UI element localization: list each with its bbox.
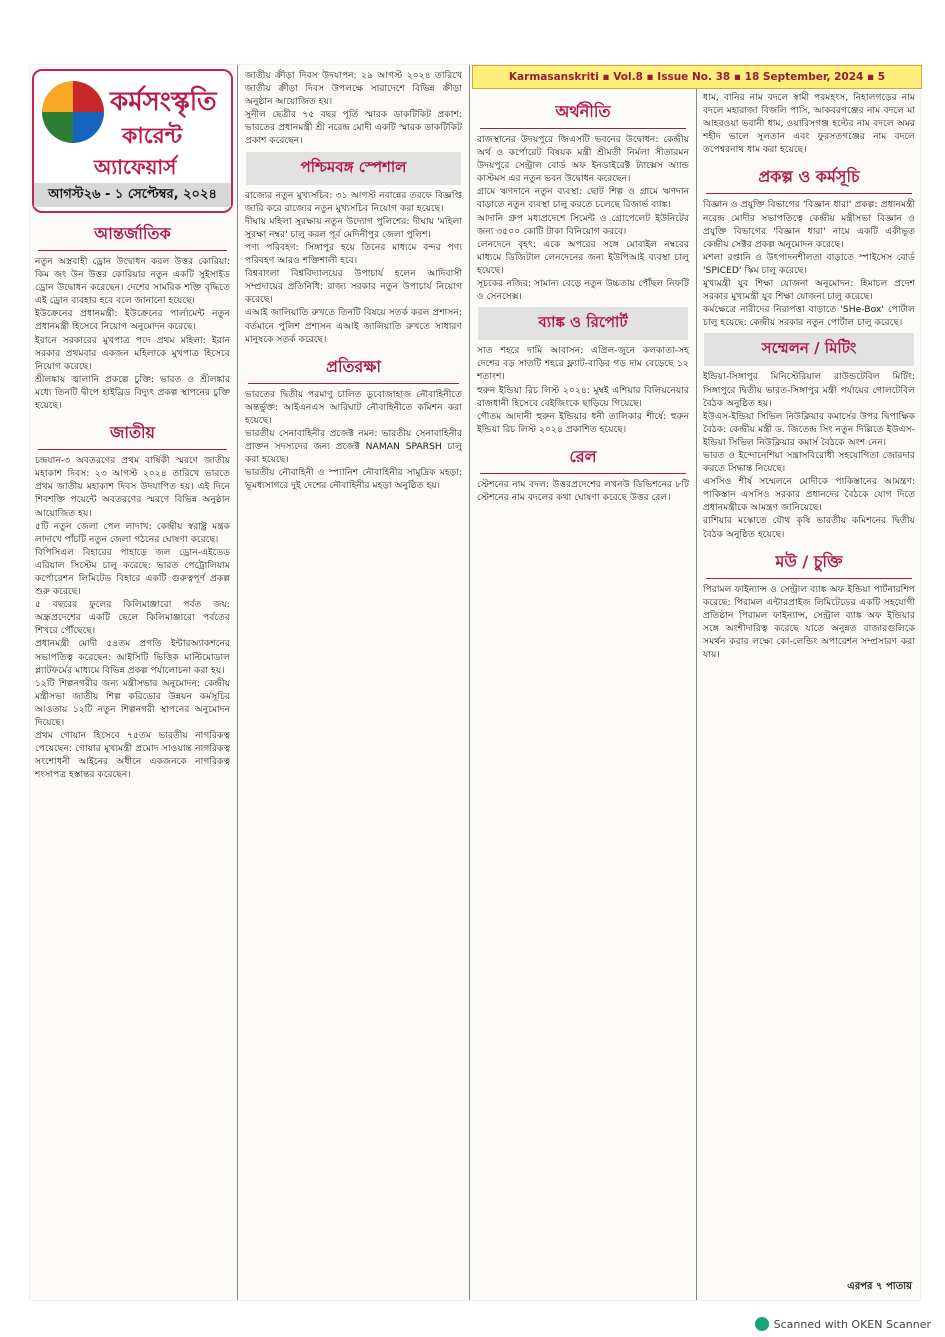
scanner-watermark [755, 1317, 931, 1331]
article: ৫টি নতুন জেলা পেল লাদাখ: কেন্দ্রীয় স্বরাষ্ট্র মন্ত্রক লাদাখে পাঁচটি নতুন জেলা গঠনের ঘোষণা করেছে। [35, 520, 230, 545]
column-divider [469, 65, 470, 1300]
section-mou: মউ / চুক্তি [706, 545, 912, 579]
article: বিপিসিএল বিহারের পাহাড়ে জল ড্রোন-এইডেড এরিয়াল সিস্টেম চালু করেছে: ভারত পেট্রোলিয়াম কর্পোরেশন লিমিটেড বিহারে একটি গুরুত্বপূর্ণ প্রকল্প শুরু করেছে। [35, 546, 230, 598]
masthead [32, 69, 233, 213]
article: পণ্য পরিবহণ: সিঙ্গাপুর হয়ে তিনের মাধ্যমে বন্দর পণ্য পরিবহণ আরও শক্তিশালী হবে। [245, 241, 462, 267]
article: প্রধানমন্ত্রী মোদী ৫৪তম প্রগতি ইন্টারঅ্যাকশনের সভাপতিত্ব করেছেন: আইসিটি ভিত্তিক মাল্টিমোডাল প্ল্যাটফর্মের মাধ্যমে বিভিন্ন প্রকল্প পর্যালোচনা করা হয়। [35, 638, 230, 676]
article: হুরুন ইন্ডিয়া রিচ লিস্ট ২০২৪: মুম্বই এশিয়ার বিলিয়নেয়ার রাজধানী হিসেবে বেইজিংকে ছাড়িয়ে গিয়েছে। [477, 384, 689, 409]
scanner-logo-icon [755, 1317, 769, 1331]
article: ইউক্রেনের প্রধানমন্ত্রী: ইউক্রেনের পার্লামেন্ট নতুন প্রধানমন্ত্রী হিসেবে নিয়োগ অনুমোদন করেছে। [35, 308, 230, 333]
article: এসসিও শীর্ষ সম্মেলনে মোদীকে পাকিস্তানের আমন্ত্রণ: পাকিস্তান এসসিও সরকার প্রধানদের বৈঠকে যোগ দিতে প্রধানমন্ত্রীকে আমন্ত্রণ জানিয়েছে। [703, 476, 915, 514]
masthead-title-1: কর্মসংস্কৃতি [110, 87, 217, 117]
article: প্রথম গোয়ান হিসেবে ৭৫তম ভারতীয় নাগরিকত্ব পেয়েছেন: গোয়ার মুখ্যমন্ত্রী প্রমোদ সাওয়ান্ত নাগরিকত্ব সংশোধনী আইনের অধীনে একজনকে নাগরিকত্ব শংসাপত্র হস্তান্তর করেছেন। [35, 730, 230, 781]
article: স্টেশনের নাম বদল: উত্তরপ্রদেশের লখনউ ডিভিশনের ৮টি স্টেশনের নাম বদলের কথা ঘোষণা করেছে উত্তর রেল। [477, 478, 689, 503]
article: ইউএস-ইন্ডিয়া সিভিল নিউক্লিয়ার কমার্সের উপর দ্বিপাক্ষিক বৈঠক: কেন্দ্রীয় মন্ত্রী ড. জিতেন্দ্র সিং নতুন দিল্লিতে ইউএস-ইন্ডিয়া সিভিল নিউক্লিয়ার কমার্স বৈঠকে অংশ নেন। [703, 410, 915, 448]
article: বিজ্ঞান ও প্রযুক্তি বিভাগের 'বিজ্ঞান ধারা' প্রকল্প: প্রধানমন্ত্রী নরেন্দ্র মোদীর সভাপতিত্বে কেন্দ্রীয় মন্ত্রীসভা বিজ্ঞান ও প্রযুক্তি বিভাগের 'বিজ্ঞান ধারা' নামে একটি একীভূত কেন্দ্রীয় সেক্টর প্রকল্প অনুমোদন করেছে। [703, 199, 915, 250]
article: ১২টি শিল্পনগরীর জন্য মন্ত্রীসভার অনুমোদন: কেন্দ্রীয় মন্ত্রীসভা জাতীয় শিল্প করিডোর উন্নয়ন কর্মসূচির আওতায় ১২টি নতুন শিল্পনগরী স্থাপনের অনুমোদন দিয়েছে। [35, 677, 230, 728]
column-divider [696, 65, 697, 1300]
article: কর্মক্ষেত্রে নারীদের নিরাপত্তা বাড়াতে 'SHe-Box' পোর্টাল চালু হয়েছে: কেন্দ্রীয় সরকার নতুন পোর্টাল চালু করেছে। [703, 304, 915, 329]
article: রাশিয়ার মস্কোতে যৌথ কৃষি ভারতীয় কমিশনের দ্বিতীয় বৈঠক অনুষ্ঠিত হয়েছে। [703, 515, 915, 540]
article: ইরানে সরকারের মুখপাত্র পদে প্রথম মহিলা: ইরান সরকার প্রথমবার একজন মহিলাকে মুখপাত্র হিসেবে নিয়োগ করেছে। [35, 334, 230, 372]
masthead-title-2: কারেন্ট [122, 123, 183, 149]
article: ইন্ডিয়া-সিঙ্গাপুর মিনিস্টেরিয়াল রাউন্ডটেবিল মিটিং: সিঙ্গাপুরে দ্বিতীয় ভারত-সিঙ্গাপুর মন্ত্রী পর্যায়ের গোলটেবিল বৈঠক অনুষ্ঠিত হয়। [703, 371, 915, 409]
section-rail: রেল [480, 440, 686, 474]
article: পিরামল ফাইন্যান্স ও সেন্ট্রাল ব্যাঙ্ক অফ ইন্ডিয়া পার্টনারশিপ করেছে: পিরামল এন্টারপ্রাইজ লিমিটেডের একটি সহযোগী প্রতিষ্ঠান পিরামল ফাইন্যান্স, সেন্ট্রাল ব্যাঙ্ক অফ ইন্ডিয়ার সঙ্গে অংশীদারিত্ব করেছে যাতে অনুন্নত বাজারগুলিকে সমর্থন করার লক্ষ্যে কো-লেন্ডিং অপারেশন সম্প্রসারণ করা যায়। [703, 583, 915, 661]
column-4 [698, 65, 920, 1300]
section-economy: অর্থনীতি [480, 95, 686, 129]
column-1 [30, 65, 235, 1300]
article: ভারতের দ্বিতীয় পরমাণু চালিত ডুবোজাহাজ নৌবাহিনীতে অন্তর্ভুক্ত: আইএনএস আরিঘাট নৌবাহিনীতে কমিশন করা হয়েছে। [245, 388, 462, 426]
column-divider [237, 65, 238, 1300]
article: ধাম, বানির নাম বদলে স্বামী পরমহংস, নিহালগড়ের নাম বদলে মহারাজা বিজলি পাসি, আকবরগঞ্জের নাম বদলে মা আহরওয়া ভবানী ধাম, ওয়ারিসগঞ্জ হল্টের নাম বদলে অমর শহীদ ভালে সুলতান এবং ফুরসতগঞ্জের নাম বদলে তপেশ্বরনাথ ধাম করা হয়েছে। [703, 92, 915, 156]
date-range: আগস্ট২৬ - ১ সেপ্টেম্বর, ২০২৪ [34, 183, 231, 207]
article: আদানি গ্রুপ মধ্যপ্রদেশে সিমেন্ট ও গ্রোপেলেট ইউনিটের জন্য ৩৫০০ কোটি টাকা বিনিয়োগ করবে। [477, 212, 689, 237]
continued-note: এরপর ৭ পাতায় [847, 1281, 912, 1292]
article: রাজ্যের নতুন মুখ্যসচিব: ৩১ আগস্ট নবান্নের তরফে বিজ্ঞপ্তি জারি করে রাজ্যের নতুন মুখ্যসচিব নিয়োগ করা হয়েছে। [245, 189, 462, 214]
article: এআই জালিয়াতি রুখতে তিনটি বিষয়ে সতর্ক করল প্রশাসন: বর্তমানে পুলিশ প্রশাসন এআই জালিয়াতি রুখতে সাধারণ মানুষকে সতর্ক করেছে। [245, 307, 462, 345]
article: সূচকের নজির: সামান্য বেড়ে নতুন উচ্চতায় পৌঁছল নিফটি ও সেনসেক্স। [477, 278, 689, 303]
column-3 [472, 65, 694, 1300]
article: সুনীল ছেত্রীর ৭৫ বছর পূর্তি স্মারক ডাকটিকিট প্রকাশ: ভারতের প্রধানমন্ত্রী শ্রী নরেন্দ্র মোদী একটি স্মারক ডাকটিকিট প্রকাশ করেছেন। [245, 109, 462, 147]
article: ভারতীয় নৌবাহিনী ও স্প্যানিশ নৌবাহিনীর সামুদ্রিক মহড়া: ভূমধ্যসাগরে দুই দেশের নৌবাহিনীর মহড়া অনুষ্ঠিত হয়। [245, 467, 462, 492]
article: চন্দ্রযান-৩ অবতরণের প্রথম বার্ষিকী স্মরণে জাতীয় মহাকাশ দিবস: ২৩ আগস্ট ২০২৪ তারিখে ভারতে প্রথম জাতীয় মহাকাশ দিবস উদযাপিত হয়। এই দিনে শিবশক্তি পয়েন্টে অবতরণের স্মরণে বিভিন্ন অনুষ্ঠান আয়োজিত হয়। [35, 455, 230, 519]
article: নতুন অস্ত্রবাহী ড্রোন উদ্বোধন করল উত্তর কোরিয়া: কিম জং উন উত্তর কোরিয়ার নতুন একটি সুইসাইড ড্রোন উদ্বোধন করেছেন। দেশের সামরিক শক্তি বৃদ্ধিতে এই ড্রোন ব্যবহার হবে বলে জানানো হয়েছে। [35, 256, 230, 307]
article: বিশ্ববাংলা বিশ্ববিদ্যালয়ের উপাচার্য হলেন আদিবাসী সম্প্রদায়ের প্রতিনিধি: রাজ্য সরকার নতুন উপাচার্য নিয়োগ করেছে। [245, 268, 462, 306]
masthead-title-3: অ্যাফেয়ার্স [94, 155, 177, 179]
section-defence: প্রতিরক্ষা [248, 350, 459, 384]
article: মশলা রপ্তানি ও উৎপাদনশীলতা বাড়াতে স্পাইসেস বোর্ড 'SPICED' স্কিম চালু করেছে। [703, 251, 915, 276]
section-summit: সম্মেলন / মিটিং [704, 333, 914, 366]
article: মুখ্যমন্ত্রী যুব শিক্ষা যোজনা অনুমোদন: হিমাচল প্রদেশ সরকার মুখ্যমন্ত্রী যুব শিক্ষা যোজনা চালু করেছে। [703, 278, 915, 303]
article: ৫ বছরের ফুলের কিলিমাঞ্জারো পর্বত জয়: অন্ধ্রপ্রদেশের একটি ছেলে কিলিমাঞ্জারো পর্বতের শিখরে পৌঁছেছে। [35, 599, 230, 637]
world-flags-logo [42, 81, 104, 143]
section-projects: প্রকল্প ও কর্মসূচি [706, 160, 912, 194]
article: গৌতম আদানী হুরুন ইন্ডিয়ার ধনী তালিকার শীর্ষে: হুরুন ইন্ডিয়া রিচ লিস্ট ২০২৪ প্রকাশিত হয়েছে। [477, 410, 689, 435]
article: রাজস্থানের উদয়পুরে জিএসটি ভবনের উদ্বোধন: কেন্দ্রীয় অর্থ ও কর্পোরেট বিষয়ক মন্ত্রী শ্রীমতী নির্মলা সীতারমন উদয়পুরে সেন্ট্রাল বোর্ড অফ ইনডাইরেক্ট ট্যাক্সেস অ্যান্ড কাস্টমস এর নতুন ভবন উদ্বোধন করেছেন। [477, 134, 689, 185]
article: লেনদেনে বৃহৎ: একে অপরের সঙ্গে মোবাইল নম্বরের মাধ্যমে ডিজিটাল লেনদেনের জন্য ইউপিআই ব্যবস্থা চালু হয়েছে। [477, 238, 689, 276]
article: ভারত ও ইন্দোনেশিয়া সন্ত্রাসবিরোধী সহযোগিতা জোরদার করতে সিদ্ধান্ত নিয়েছে। [703, 449, 915, 475]
newspaper-page [30, 65, 920, 1300]
column-2 [240, 65, 467, 1300]
issue-header-bar: Karmasanskriti ▪ Vol.8 ▪ Issue No. 38 ▪ 18 September, 2024 ▪ 5 [472, 65, 922, 89]
article: ভারতীয় সেনাবাহিনীর প্রজেক্ট নমন: ভারতীয় সেনাবাহিনীর প্রাক্তন সদস্যদের জন্য প্রজেক্ট NAMAN SPARSH চালু করা হয়েছে। [245, 427, 462, 466]
section-national: জাতীয় [38, 416, 227, 450]
article: গ্রামে ঋণদানে নতুন ব্যবস্থা: ছোট শিল্প ও গ্রামে ঋণদান বাড়াতে নতুন ব্যবস্থা চালু করতে চলেছে রিজার্ভ ব্যাঙ্ক। [477, 186, 689, 211]
article: দীঘায় মহিলা সুরক্ষায় নতুন উদ্যোগ পুলিশের: দীঘায় 'মহিলা সুরক্ষা নম্বর' চালু করল পূর্ব মেদিনীপুর জেলা পুলিশ। [245, 215, 462, 240]
article: শ্রীলঙ্কায় জ্বালানি প্রকল্পে চুক্তি: ভারত ও শ্রীলঙ্কার মধ্যে তিনটি দ্বীপে হাইব্রিড বিদ্যুৎ প্রকল্প স্থাপনের চুক্তি হয়েছে। [35, 373, 230, 412]
scanner-text: Scanned with OKEN Scanner [773, 1317, 931, 1331]
section-west-bengal: পশ্চিমবঙ্গ স্পেশাল [246, 152, 461, 185]
article: সাত শহরে দামি আবাসন: এপ্রিল-জুনে কলকাতা-সহ দেশের বড় সাতটি শহরে ফ্ল্যাট-বাড়ির গড় দাম বেড়েছে ১২ শতাংশ। [477, 345, 689, 383]
article: জাতীয় ক্রীড়া দিবস উদযাপন: ২৯ আগস্ট ২০২৪ তারিখে জাতীয় ক্রীড়া দিবস উপলক্ষে সারাদেশে বিভিন্ন ক্রীড়া অনুষ্ঠান আয়োজিত হয়। [245, 70, 462, 108]
section-bank-report: ব্যাঙ্ক ও রিপোর্ট [478, 307, 688, 340]
section-international: আন্তর্জাতিক [38, 217, 227, 251]
